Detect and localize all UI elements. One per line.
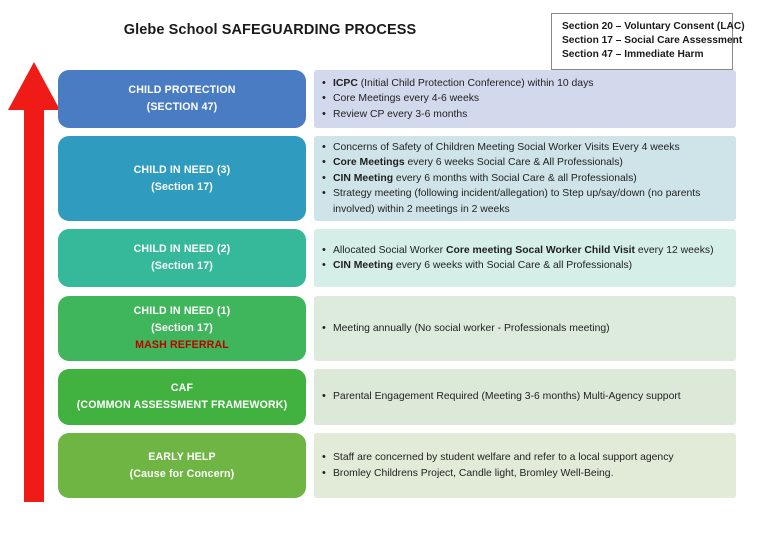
bullet-text: Allocated Social Worker Core meeting Socal Worker Child Visit every 12 weeks)	[333, 244, 714, 256]
stage-label-child-in-need-1-1: (Section 17)	[151, 322, 213, 334]
bullet-item	[322, 258, 726, 274]
legend-line-section-47: Section 47 – Immediate Harm	[562, 49, 704, 60]
bullet-text: Bromley Childrens Project, Candle light, Bromley Well-Being.	[333, 467, 614, 479]
detail-panel-child-in-need-1	[314, 296, 736, 361]
stage-box-child-in-need-3[interactable]	[58, 136, 306, 221]
stage-label-child-in-need-2-0: CHILD IN NEED (2)	[133, 243, 231, 255]
process-row-child-protection	[58, 70, 736, 128]
detail-panel-early-help	[314, 433, 736, 498]
stage-box-child-in-need-1[interactable]	[58, 296, 306, 361]
bullet-text: Core Meetings every 6 weeks Social Care & All Professionals)	[333, 157, 623, 169]
bullet-dot-icon: •	[322, 451, 326, 463]
bullet-dot-icon: •	[322, 466, 326, 479]
bullet-text: Review CP every 3-6 months	[333, 108, 468, 120]
stage-label-early-help-1: (Cause for Concern)	[129, 467, 235, 480]
bullet-dot-icon: •	[322, 321, 326, 334]
detail-panel-child-protection	[314, 70, 736, 128]
bullet-text: Staff are concerned by student welfare and refer to a local support agency	[333, 452, 674, 463]
bullet-item	[322, 91, 726, 107]
bullet-item	[322, 389, 726, 405]
bullet-item	[322, 155, 726, 171]
bullet-text: CIN Meeting every 6 weeks with Social Care & all Professionals)	[333, 260, 633, 271]
bullet-item	[322, 140, 726, 156]
process-row-early-help	[58, 433, 736, 498]
stage-label-child-in-need-1-0: CHILD IN NEED (1)	[133, 305, 231, 317]
bullet-item	[322, 243, 726, 259]
stage-label-caf-0: CAF	[170, 382, 194, 394]
stage-label-child-in-need-3-0: CHILD IN NEED (3)	[133, 163, 231, 176]
stage-label-child-in-need-2-1: (Section 17)	[151, 260, 213, 272]
stage-box-child-protection[interactable]	[58, 70, 306, 128]
bullet-item	[322, 321, 726, 337]
bullet-dot-icon: •	[322, 390, 326, 403]
bullet-dot-icon: •	[322, 259, 326, 271]
legend-line-section-20: Section 20 – Voluntary Consent (LAC)	[562, 21, 745, 32]
bullet-text: Core Meetings every 4-6 weeks	[333, 93, 480, 105]
bullet-dot-icon: •	[322, 243, 326, 256]
bullet-item	[322, 171, 726, 187]
process-row-child-in-need-2	[58, 229, 736, 287]
bullet-text: ICPC (Initial Child Protection Conference) within 10 days	[333, 77, 594, 89]
stage-box-early-help[interactable]	[58, 433, 306, 498]
process-row-child-in-need-1	[58, 296, 736, 361]
bullet-text: Strategy meeting (following incident/allegation) to Step up/say/down (no parents involved) within 2 meetings in 2 weeks	[333, 188, 701, 215]
bullet-text: Concerns of Safety of Children Meeting Social Worker Visits Every 4 weeks	[333, 141, 680, 153]
bullet-dot-icon: •	[322, 76, 326, 89]
bullet-dot-icon: •	[322, 92, 326, 105]
bullet-item	[322, 76, 726, 92]
section-legend-box	[551, 13, 745, 70]
bullet-dot-icon: •	[322, 187, 326, 200]
escalation-arrow-up-icon	[8, 62, 60, 502]
stage-box-caf[interactable]	[58, 369, 306, 425]
stage-label-child-in-need-1-2: MASH REFERRAL	[135, 339, 229, 351]
stage-box-child-in-need-2[interactable]	[58, 229, 306, 287]
bullet-dot-icon: •	[322, 156, 326, 169]
stage-label-child-in-need-3-1: (Section 17)	[151, 180, 213, 193]
stage-label-caf-1: (COMMON ASSESSMENT FRAMEWORK)	[76, 399, 288, 411]
detail-panel-child-in-need-3	[314, 136, 736, 221]
arrow-shaft	[24, 107, 44, 502]
bullet-dot-icon: •	[322, 140, 326, 153]
stage-label-child-protection-0: CHILD PROTECTION	[128, 84, 236, 96]
detail-panel-caf	[314, 369, 736, 425]
bullet-item	[322, 466, 726, 482]
arrow-head	[8, 62, 60, 110]
bullet-item	[322, 186, 726, 217]
bullet-dot-icon: •	[322, 171, 326, 184]
stage-label-child-protection-1: (SECTION 47)	[146, 101, 218, 113]
detail-panel-child-in-need-2	[314, 229, 736, 287]
bullet-dot-icon: •	[322, 107, 326, 120]
bullet-item	[322, 450, 726, 466]
bullet-text: Meeting annually (No social worker - Professionals meeting)	[333, 322, 610, 334]
legend-line-section-17: Section 17 – Social Care Assessment	[562, 35, 743, 46]
process-row-caf	[58, 369, 736, 425]
bullet-item	[322, 107, 726, 123]
process-row-child-in-need-3	[58, 136, 736, 221]
page-title: Glebe School SAFEGUARDING PROCESS	[123, 22, 417, 38]
bullet-text: Parental Engagement Required (Meeting 3-6 months) Multi-Agency support	[333, 391, 681, 403]
bullet-text: CIN Meeting every 6 months with Social Care & all Professionals)	[333, 172, 637, 184]
stage-label-early-help-0: EARLY HELP	[148, 450, 216, 463]
